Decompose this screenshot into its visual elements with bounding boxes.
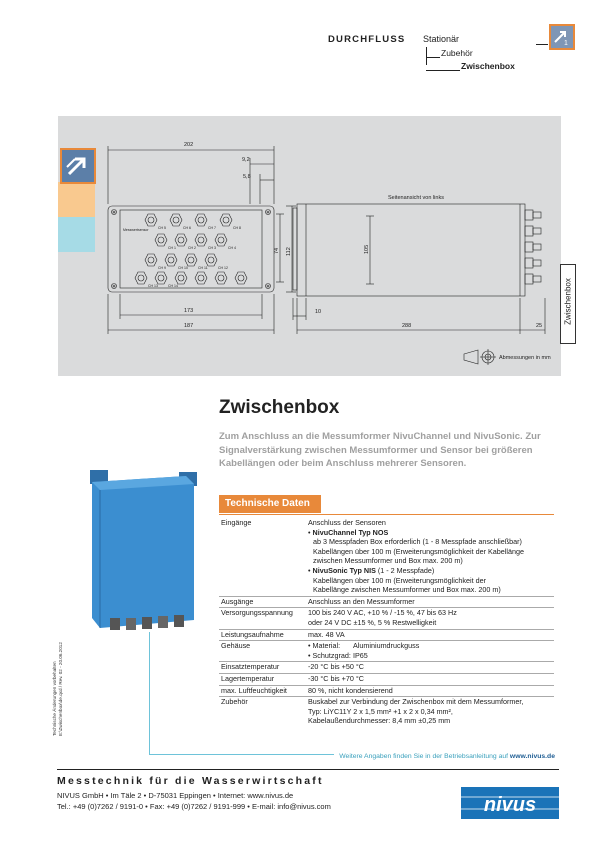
spec-text: • Schutzgrad: bbox=[308, 650, 351, 660]
cable-label: CH 14 bbox=[168, 284, 178, 288]
spec-line bbox=[308, 641, 554, 651]
dim-9-2: 9,2 bbox=[242, 157, 250, 163]
section-tab bbox=[560, 264, 576, 344]
spec-line: Typ: LiYC11Y 2 x 1,5 mm² +1 x 2 x 0,34 mm², bbox=[308, 706, 453, 716]
spec-row bbox=[219, 685, 554, 697]
spec-line: Anschluss der Sensoren bbox=[308, 518, 386, 527]
product-category-icon bbox=[549, 24, 575, 50]
cable-label: CH 4 bbox=[228, 246, 236, 250]
spec-key: Einsatztemperatur bbox=[219, 662, 308, 674]
spec-table bbox=[219, 518, 554, 727]
dim-202: 202 bbox=[184, 142, 194, 148]
tech-data-heading: Technische Daten bbox=[219, 495, 321, 513]
spec-value: max. 48 VA bbox=[308, 629, 554, 641]
header-rule bbox=[536, 44, 548, 45]
spec-row bbox=[219, 596, 554, 608]
spec-value bbox=[308, 608, 554, 629]
manual-note-text: Weitere Angaben finden Sie in der Betriebsanleitung auf bbox=[339, 753, 510, 760]
spec-key: Versorgungsspannung bbox=[219, 608, 308, 629]
footer-rule bbox=[57, 769, 559, 770]
units-note: Abmessungen in mm bbox=[499, 355, 551, 361]
spec-key: Ausgänge bbox=[219, 596, 308, 608]
spec-bold: NivuSonic Typ NIS bbox=[312, 565, 376, 575]
spec-line: • NivuChannel Typ NOS bbox=[308, 527, 389, 537]
spec-row bbox=[219, 662, 554, 674]
dim-10: 10 bbox=[315, 309, 322, 315]
spec-key: max. Luftfeuchtigkeit bbox=[219, 685, 308, 697]
spec-bold: NivuChannel Typ NOS bbox=[312, 527, 389, 537]
spec-line: Kabellängen über 100 m (Erweiterungsmöglichkeit der bbox=[313, 575, 486, 585]
cable-label: CH 13 bbox=[148, 284, 158, 288]
spec-line: Kabellängen über 100 m (Erweiterungsmöglichkeit der Kabellänge bbox=[313, 546, 524, 556]
breadcrumb-connector bbox=[426, 57, 440, 58]
dim-25: 25 bbox=[536, 323, 543, 329]
spec-row bbox=[219, 641, 554, 662]
page-title: Zwischenbox bbox=[219, 397, 340, 418]
spec-key: Gehäuse bbox=[219, 641, 308, 662]
svg-text:1: 1 bbox=[564, 40, 568, 47]
sensor-label: Messwertsensor bbox=[123, 228, 149, 232]
spec-text: • Material: bbox=[308, 641, 341, 651]
address-line: NIVUS GmbH • Im Täle 2 • D-75031 Eppingen • Internet: www.nivus.de bbox=[57, 791, 294, 800]
callout-line bbox=[149, 632, 150, 754]
spec-key: Zubehör bbox=[219, 697, 308, 727]
dim-5-8: 5,8 bbox=[243, 174, 251, 180]
section-tab-label: Zwischenbox bbox=[563, 278, 573, 325]
swatch-grey bbox=[58, 116, 95, 142]
breadcrumb-level2: Zubehör bbox=[441, 48, 473, 58]
dim-187: 187 bbox=[184, 323, 194, 329]
breadcrumb-level1: Stationär bbox=[423, 34, 460, 44]
website-link[interactable]: www.nivus.de bbox=[509, 753, 555, 760]
side-print-line: Technische Änderungen vorbehalten bbox=[52, 661, 57, 736]
footer-tagline: Messtechnik für die Wasserwirtschaft bbox=[57, 775, 324, 787]
nivus-logo bbox=[461, 787, 559, 819]
spec-line: oder 24 V DC ±15 %, 5 % Restwelligkeit bbox=[308, 617, 437, 627]
footer-address bbox=[57, 791, 331, 812]
spec-value bbox=[308, 697, 554, 727]
cable-label: CH 8 bbox=[233, 226, 241, 230]
spec-text: Aluminiumdruckguss bbox=[353, 641, 420, 651]
cable-label: CH 5 bbox=[158, 226, 166, 230]
swatch-cyan bbox=[58, 217, 95, 252]
spec-line: Buskabel zur Verbindung der Zwischenbox mit dem Messumformer, bbox=[308, 697, 524, 707]
manual-note bbox=[336, 753, 555, 760]
swatch-orange bbox=[58, 182, 95, 217]
breadcrumb-connector bbox=[426, 70, 460, 71]
spec-row bbox=[219, 697, 554, 727]
spec-line: Kabellänge zwischen Messumformer und Box max. 200 m) bbox=[313, 585, 501, 595]
cable-label: CH 10 bbox=[178, 266, 188, 270]
spec-line: zwischen Messumformer und Box max. 200 m) bbox=[313, 556, 463, 566]
spec-value bbox=[308, 641, 554, 662]
spec-line: Kabelaußendurchmesser: 8,4 mm ±0,25 mm bbox=[308, 716, 451, 726]
tech-data-rule bbox=[219, 514, 554, 515]
technical-drawing bbox=[100, 130, 560, 375]
spec-row bbox=[219, 629, 554, 641]
cable-label: CH 7 bbox=[208, 226, 216, 230]
dim-74: 74 bbox=[274, 247, 280, 254]
spec-key: Eingänge bbox=[221, 518, 252, 527]
spec-text: (1 - 2 Messpfade) bbox=[375, 565, 435, 575]
spec-key: Leistungsaufnahme bbox=[219, 629, 308, 641]
spec-key: Lagertemperatur bbox=[219, 673, 308, 685]
cable-label: CH 2 bbox=[188, 246, 196, 250]
intro-text: Zum Anschluss an die Messumformer NivuChannel und NivuSonic. Zur Signalverstärkung zwischen Messumformer und Sensor bei größeren Kabellängen oder beim Anschluss mehrerer Sensoren. bbox=[219, 431, 541, 469]
spec-value: Anschluss an den Messumformer bbox=[308, 596, 554, 608]
spec-line: 100 bis 240 V AC, +10 % / -15 %, 47 bis 63 Hz bbox=[308, 608, 457, 618]
breadcrumb-level3: Zwischenbox bbox=[461, 61, 515, 71]
spec-row bbox=[219, 608, 554, 629]
cable-label: CH 12 bbox=[218, 266, 228, 270]
contact-line: Tel.: +49 (0)7262 / 9191-0 • Fax: +49 (0)7262 / 9191-999 • E-mail: info@nivus.com bbox=[57, 801, 331, 811]
spec-row bbox=[219, 673, 554, 685]
spec-line: • NivuSonic Typ NIS (1 - 2 Messpfade) bbox=[308, 565, 435, 575]
side-print-line: E:\Zwischenbox\de.qxd / Rev. 02 - 20.06.2012 bbox=[58, 642, 63, 736]
nivus-logo-text: nivus bbox=[483, 794, 537, 816]
cable-label: CH 6 bbox=[183, 226, 191, 230]
product-photo bbox=[86, 462, 201, 642]
dim-105: 105 bbox=[364, 244, 370, 254]
callout-line bbox=[149, 754, 334, 755]
cable-label: CH 11 bbox=[198, 266, 208, 270]
dim-173: 173 bbox=[184, 308, 194, 314]
cable-label: CH 3 bbox=[208, 246, 216, 250]
side-view-label: Seitenansicht von links bbox=[388, 195, 444, 201]
spec-row bbox=[219, 518, 554, 596]
dim-288: 288 bbox=[402, 323, 412, 329]
cable-label: CH 9 bbox=[158, 266, 166, 270]
spec-value: 80 %, nicht kondensierend bbox=[308, 685, 554, 697]
spec-line: ab 3 Messpfaden Box erforderlich (1 - 8 Messpfade anschließbar) bbox=[313, 537, 522, 547]
spec-value bbox=[308, 518, 554, 596]
breadcrumb-connector bbox=[426, 47, 427, 65]
spec-value: -30 °C bis +70 °C bbox=[308, 673, 554, 685]
category-title: DURCHFLUSS bbox=[328, 34, 406, 45]
spec-line bbox=[308, 651, 554, 661]
spec-text: IP65 bbox=[353, 650, 368, 660]
spec-value: -20 °C bis +50 °C bbox=[308, 662, 554, 674]
cable-label: CH 1 bbox=[168, 246, 176, 250]
arrow-logo-icon bbox=[60, 148, 96, 184]
dim-112: 112 bbox=[286, 247, 292, 256]
